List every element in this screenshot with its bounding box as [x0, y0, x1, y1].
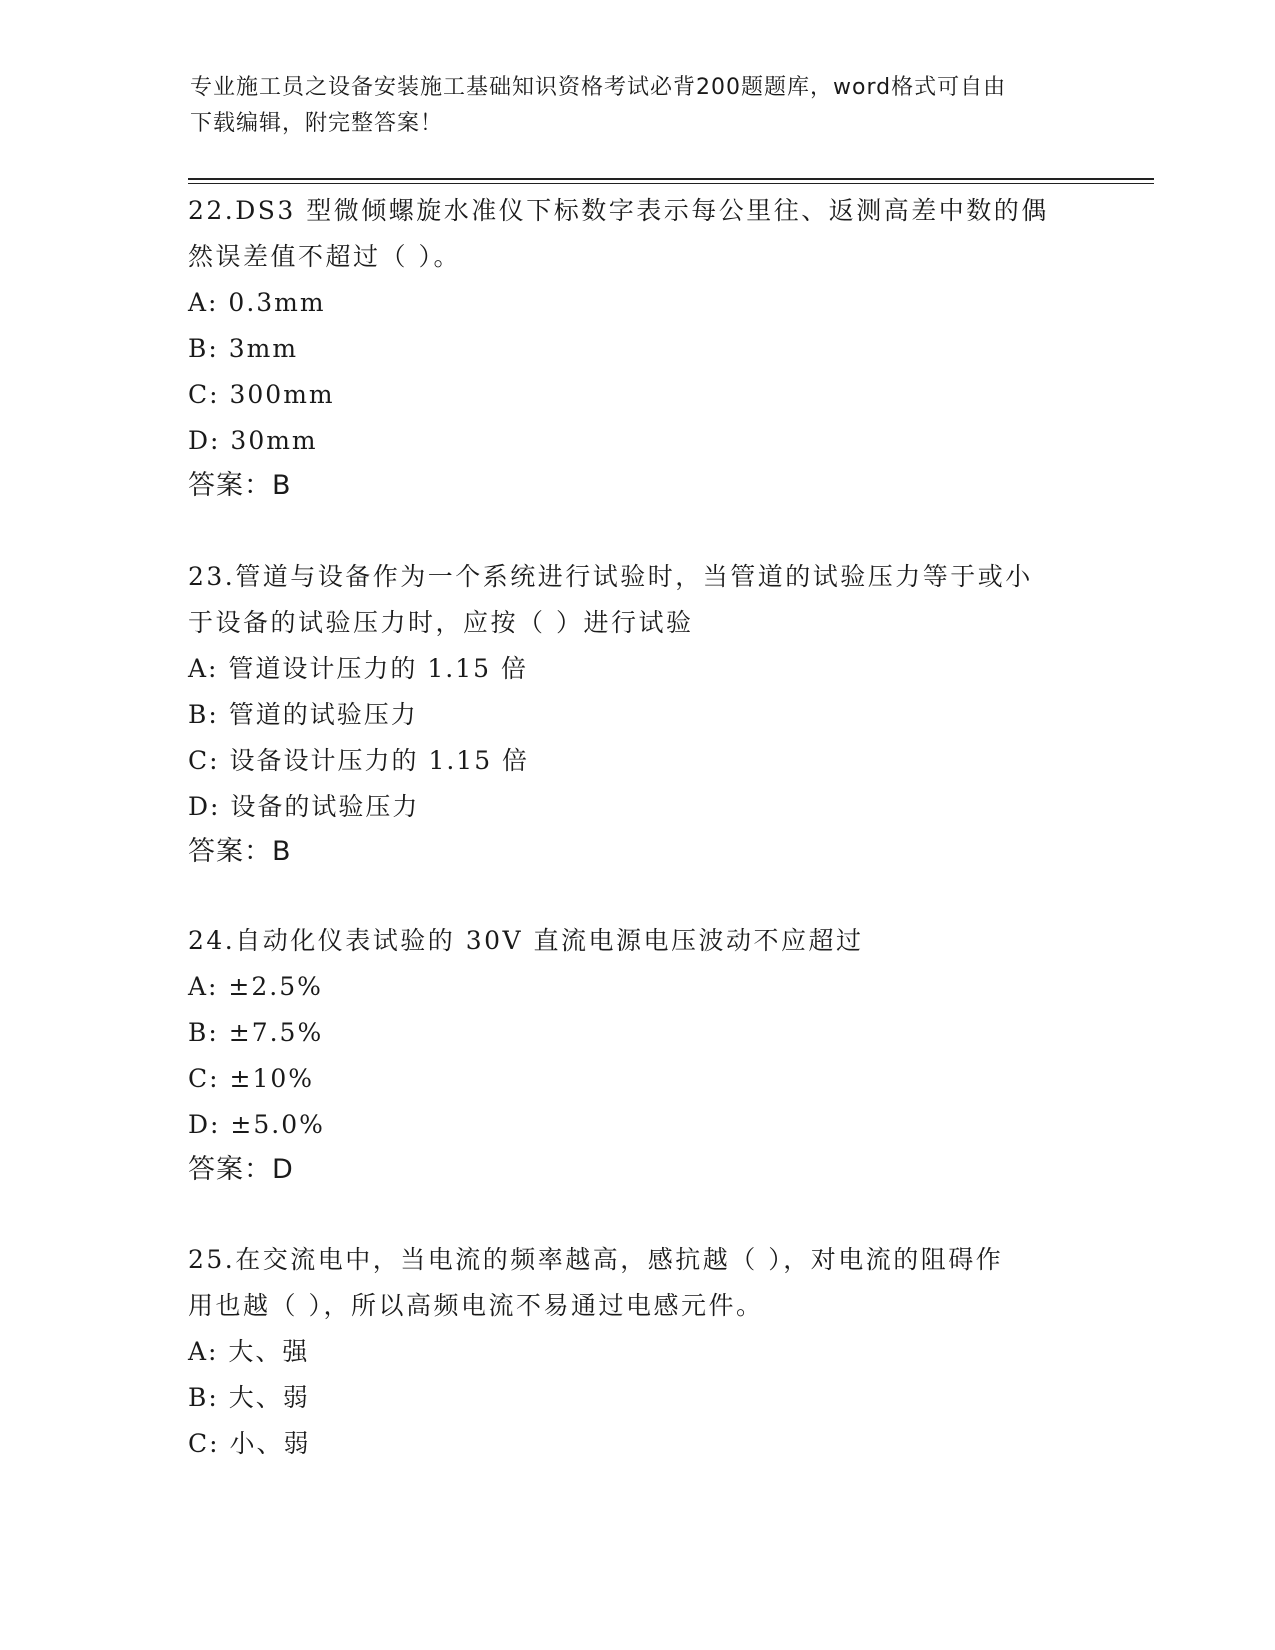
header-title-line-1: 专业施工员之设备安装施工基础知识资格考试必背200题题库，word格式可自由: [190, 75, 1007, 100]
option-b: B: 大、弱: [188, 1383, 310, 1412]
question-stem-line-1: 22.DS3 型微倾螺旋水准仪下标数字表示每公里往、返测高差中数的偶: [188, 196, 1049, 225]
question-stem-line-1: 24.自动化仪表试验的 30V 直流电源电压波动不应超过: [188, 926, 864, 955]
question-22: [188, 188, 1088, 508]
document-header: [190, 70, 1090, 142]
question-stem-line-2: 然误差值不超过（ ）。: [188, 242, 461, 271]
answer-line: 答案：B: [188, 470, 292, 501]
option-a: A: ±2.5%: [188, 972, 323, 1001]
option-b: B: ±7.5%: [188, 1018, 324, 1047]
option-c: C: 小、弱: [188, 1429, 311, 1458]
answer-line: 答案：B: [188, 836, 292, 867]
option-b: B: 管道的试验压力: [188, 700, 418, 729]
option-a: A: 大、强: [188, 1337, 310, 1366]
header-divider-thin: [188, 183, 1154, 184]
option-c: C: 设备设计压力的 1.15 倍: [188, 746, 530, 775]
question-24: [188, 918, 1088, 1192]
question-stem-line-1: 23.管道与设备作为一个系统进行试验时，当管道的试验压力等于或小: [188, 562, 1033, 591]
option-a: A: 管道设计压力的 1.15 倍: [188, 654, 528, 683]
question-stem-line-2: 于设备的试验压力时，应按（ ）进行试验: [188, 608, 694, 637]
question-stem-line-1: 25.在交流电中，当电流的频率越高，感抗越（ ），对电流的阻碍作: [188, 1245, 1004, 1274]
header-divider-thick: [188, 178, 1154, 180]
option-c: C: 300mm: [188, 380, 335, 409]
option-c: C: ±10%: [188, 1064, 315, 1093]
question-stem-line-2: 用也越（ ），所以高频电流不易通过电感元件。: [188, 1291, 764, 1320]
answer-line: 答案：D: [188, 1154, 294, 1185]
header-title-line-2: 下载编辑，附完整答案！: [190, 111, 444, 136]
option-d: D: 30mm: [188, 426, 318, 455]
question-25: [188, 1237, 1088, 1467]
option-d: D: 设备的试验压力: [188, 792, 420, 821]
option-a: A: 0.3mm: [188, 288, 326, 317]
question-23: [188, 554, 1088, 874]
option-d: D: ±5.0%: [188, 1110, 325, 1139]
option-b: B: 3mm: [188, 334, 299, 363]
